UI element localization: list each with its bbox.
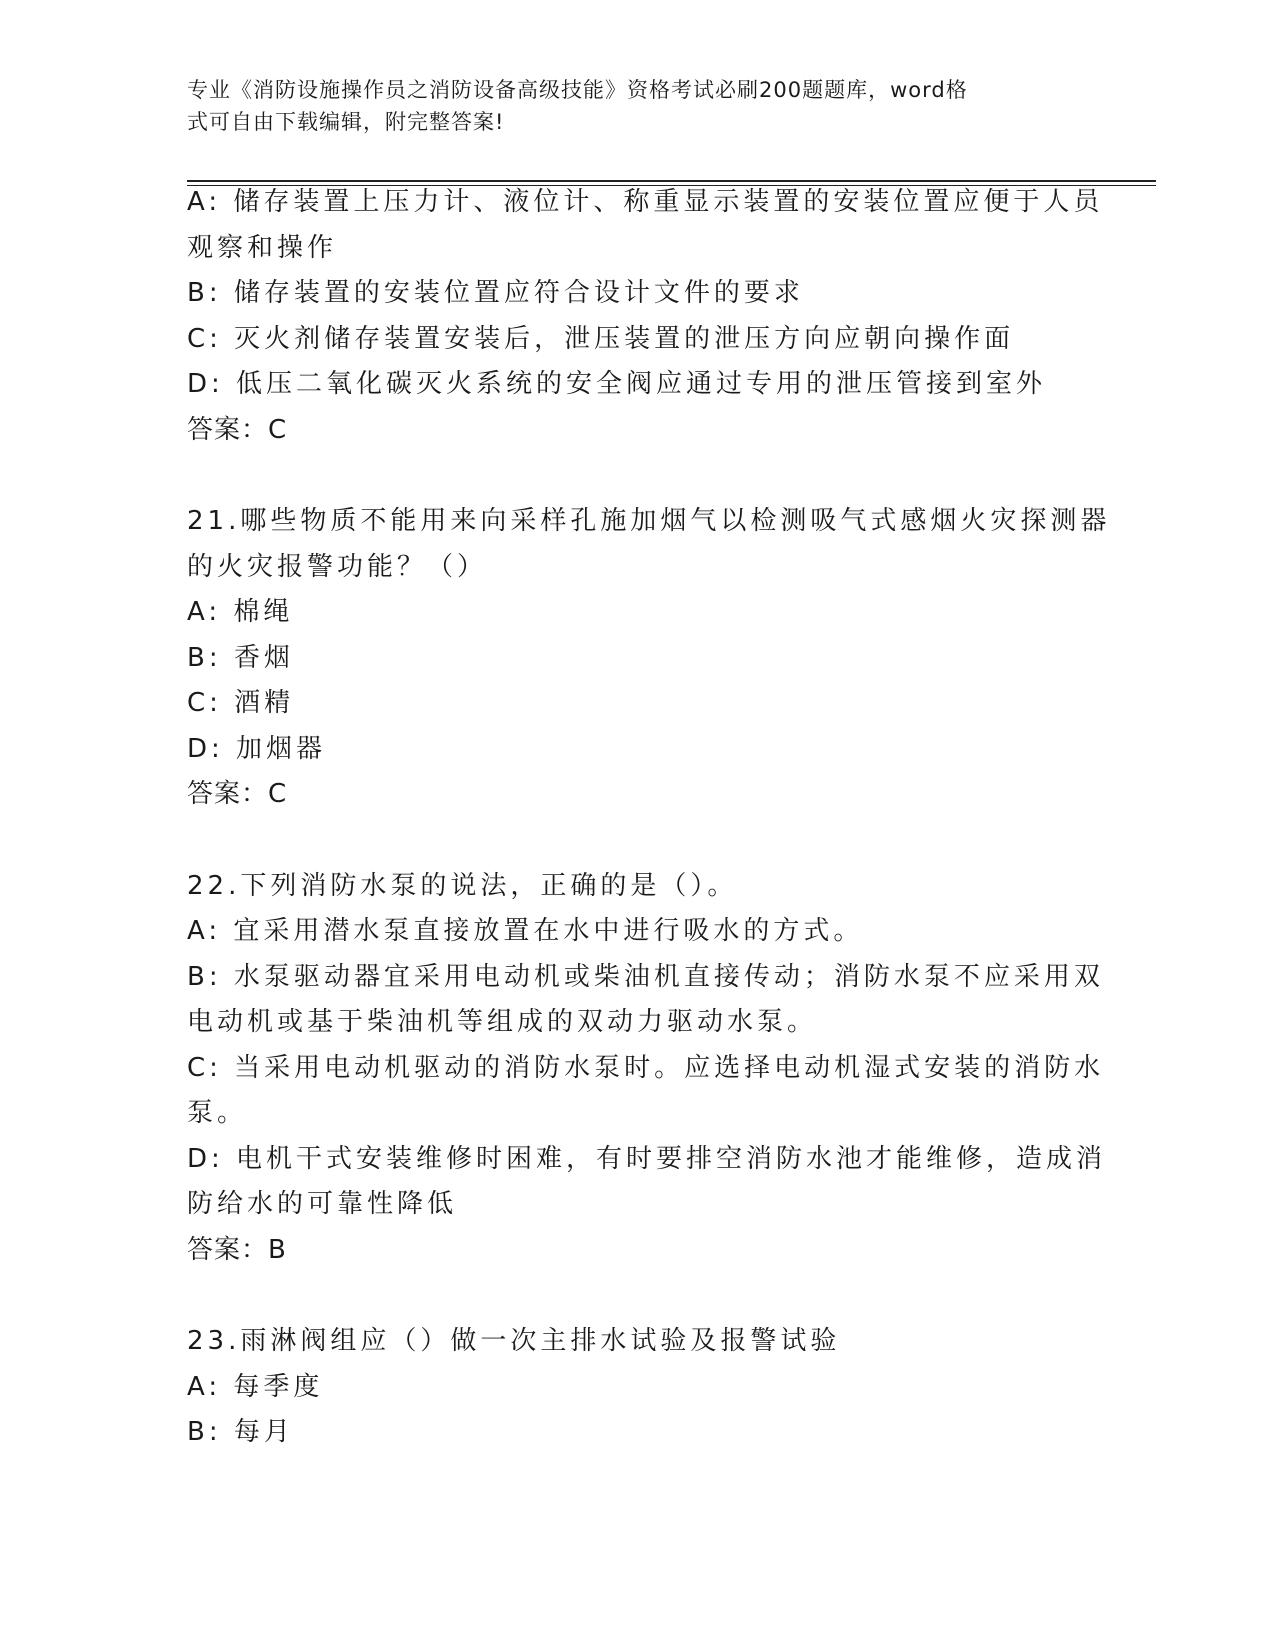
- answer: 答案：C: [187, 779, 288, 809]
- question-21: [187, 499, 1111, 818]
- option-d: D: 加烟器: [187, 733, 327, 764]
- option-b: B: 水泵驱动器宜采用电动机或柴油机直接传动；消防水泵不应采用双: [187, 961, 1104, 992]
- question-spacer: [187, 1273, 1087, 1319]
- option-c-continued: 泵。: [187, 1098, 248, 1128]
- question-stem: 21.哪些物质不能用来向采样孔施加烟气以检测吸气式感烟火灾探测器: [187, 506, 1111, 536]
- question-22: [187, 864, 1107, 1274]
- option-a: A: 宜采用潜水泵直接放置在水中进行吸水的方式。: [187, 916, 864, 946]
- question-23: [187, 1319, 1087, 1456]
- option-c: C: 当采用电动机驱动的消防水泵时。应选择电动机湿式安装的消防水: [187, 1052, 1105, 1083]
- header-line: 专业《消防设施操作员之消防设备高级技能》资格考试必刷200题题库，word格: [187, 78, 968, 102]
- question-stem-continued: 的火灾报警功能？（）: [187, 551, 488, 582]
- document-header: [187, 74, 1057, 138]
- option-a-continued: 观察和操作: [187, 232, 338, 263]
- question-stem: 23.雨淋阀组应（）做一次主排水试验及报警试验: [187, 1326, 841, 1356]
- question-20: [187, 180, 1104, 453]
- option-b: B: 香烟: [187, 642, 294, 673]
- option-a: A: 储存装置上压力计、液位计、称重显示装置的安装位置应便于人员: [187, 187, 1104, 217]
- question-spacer: [187, 453, 1087, 499]
- question-list: [187, 180, 1111, 1456]
- option-c: C: 灭火剂储存装置安装后，泄压装置的泄压方向应朝向操作面: [187, 323, 1015, 354]
- option-b: B: 储存装置的安装位置应符合设计文件的要求: [187, 278, 804, 308]
- option-c: C: 酒精: [187, 688, 295, 718]
- header-line: 式可自由下载编辑，附完整答案!: [187, 110, 505, 134]
- answer: 答案：B: [187, 1234, 287, 1265]
- option-a: A: 棉绳: [187, 597, 294, 627]
- option-b-continued: 电动机或基于柴油机等组成的双动力驱动水泵。: [187, 1007, 818, 1037]
- question-stem: 22.下列消防水泵的说法，正确的是（）。: [187, 870, 738, 901]
- question-spacer: [187, 818, 1087, 864]
- option-b: B: 每月: [187, 1417, 294, 1447]
- option-d: D: 电机干式安装维修时困难，有时要排空消防水池才能维修，造成消: [187, 1143, 1107, 1174]
- option-d-continued: 防给水的可靠性降低: [187, 1189, 458, 1219]
- option-d: D: 低压二氧化碳灭火系统的安全阀应通过专用的泄压管接到室外: [187, 369, 1047, 399]
- answer: 答案：C: [187, 414, 288, 445]
- option-a: A: 每季度: [187, 1371, 324, 1402]
